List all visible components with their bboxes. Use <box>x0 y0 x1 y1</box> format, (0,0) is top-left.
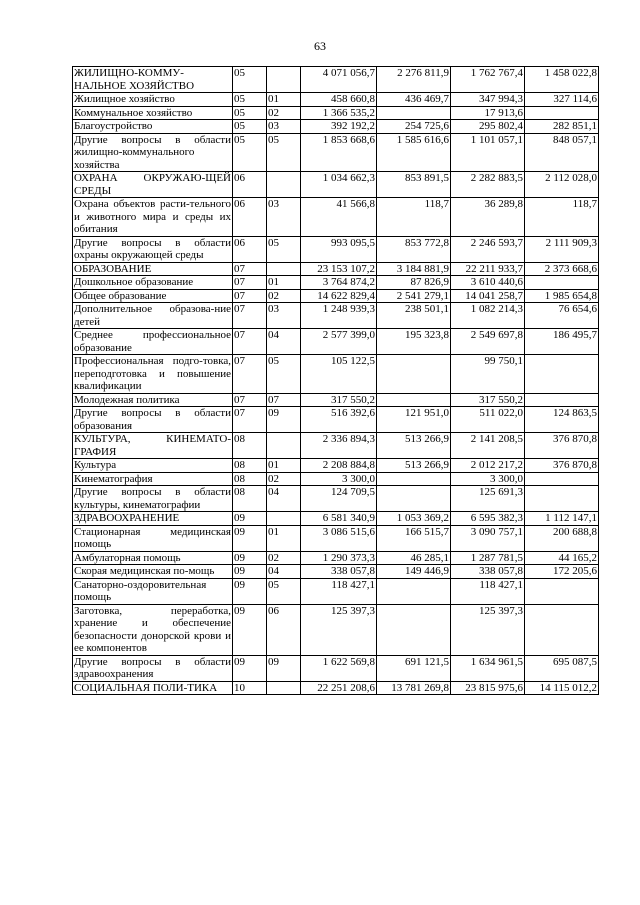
row-value-3: 2 282 883,5 <box>451 172 525 198</box>
row-value-4 <box>525 276 599 290</box>
row-section-code: 08 <box>233 459 267 473</box>
row-value-4: 282 851,1 <box>525 120 599 134</box>
row-value-2: 436 469,7 <box>377 93 451 107</box>
row-value-4: 1 985 654,8 <box>525 289 599 303</box>
row-value-3: 295 802,4 <box>451 120 525 134</box>
row-name: ОХРАНА ОКРУЖАЮ-ЩЕЙ СРЕДЫ <box>74 172 231 197</box>
row-value-4: 2 112 028,0 <box>525 172 599 198</box>
row-name: Общее образование <box>73 289 233 303</box>
row-name: Амбулаторная помощь <box>73 551 233 565</box>
row-name: Другие вопросы в области культуры, кинематографии <box>74 486 231 511</box>
table-row <box>73 172 599 198</box>
row-section-code: 05 <box>233 67 267 93</box>
table-row <box>73 198 599 237</box>
row-subsection-code: 03 <box>267 120 301 134</box>
row-value-1: 23 153 107,2 <box>301 262 377 276</box>
row-value-3: 1 634 961,5 <box>451 655 525 681</box>
row-value-1: 1 853 668,6 <box>301 133 377 172</box>
row-value-2: 853 891,5 <box>377 172 451 198</box>
row-name: КУЛЬТУРА, КИНЕМАТО-ГРАФИЯ <box>74 433 231 458</box>
row-name: Скорая медицинская по-мощь <box>73 565 233 579</box>
table-row <box>73 329 599 355</box>
row-section-code: 09 <box>233 604 267 655</box>
row-value-1: 317 550,2 <box>301 393 377 407</box>
table-row <box>73 551 599 565</box>
row-value-3: 2 246 593,7 <box>451 236 525 262</box>
row-value-1: 125 397,3 <box>301 604 377 655</box>
row-value-3: 338 057,8 <box>451 565 525 579</box>
row-value-4: 14 115 012,2 <box>525 681 599 695</box>
row-section-code: 06 <box>233 236 267 262</box>
row-subsection-code <box>267 681 301 695</box>
table-row <box>73 407 599 433</box>
row-section-code: 09 <box>233 525 267 551</box>
row-value-4 <box>525 472 599 486</box>
row-value-2: 2 541 279,1 <box>377 289 451 303</box>
row-value-2: 46 285,1 <box>377 551 451 565</box>
table-row <box>73 578 599 604</box>
table-row <box>73 604 599 655</box>
row-value-4: 118,7 <box>525 198 599 237</box>
row-value-4: 2 111 909,3 <box>525 236 599 262</box>
row-section-code: 07 <box>233 276 267 290</box>
row-subsection-code: 02 <box>267 289 301 303</box>
row-value-3: 6 595 382,3 <box>451 512 525 526</box>
row-value-3: 1 762 767,4 <box>451 67 525 93</box>
row-value-3: 1 082 214,3 <box>451 303 525 329</box>
row-value-1: 2 208 884,8 <box>301 459 377 473</box>
row-subsection-code: 09 <box>267 407 301 433</box>
table-row <box>73 133 599 172</box>
row-value-1: 1 366 535,2 <box>301 106 377 120</box>
table-row <box>73 681 599 695</box>
row-value-2: 513 266,9 <box>377 459 451 473</box>
row-value-3: 99 750,1 <box>451 355 525 394</box>
row-section-code: 10 <box>233 681 267 695</box>
row-name: Профессиональная подго-товка, переподготовка и повышение квалификации <box>74 355 231 392</box>
row-value-4: 76 654,6 <box>525 303 599 329</box>
row-section-code: 05 <box>233 133 267 172</box>
table-row <box>73 393 599 407</box>
row-subsection-code: 05 <box>267 236 301 262</box>
table-row <box>73 565 599 579</box>
table-row <box>73 236 599 262</box>
row-value-2: 853 772,8 <box>377 236 451 262</box>
row-subsection-code: 05 <box>267 355 301 394</box>
row-name: Санаторно-оздоровительная помощь <box>73 578 233 604</box>
row-value-2 <box>377 355 451 394</box>
row-value-1: 2 577 399,0 <box>301 329 377 355</box>
row-value-4 <box>525 604 599 655</box>
row-value-3: 23 815 975,6 <box>451 681 525 695</box>
row-value-1: 4 071 056,7 <box>301 67 377 93</box>
row-section-code: 06 <box>233 198 267 237</box>
row-section-code: 09 <box>233 565 267 579</box>
row-name: ЖИЛИЩНО-КОММУ-НАЛЬНОЕ ХОЗЯЙСТВО <box>73 67 233 93</box>
row-subsection-code: 04 <box>267 565 301 579</box>
row-value-4 <box>525 486 599 512</box>
row-value-2: 118,7 <box>377 198 451 237</box>
row-subsection-code: 01 <box>267 93 301 107</box>
row-value-3: 125 397,3 <box>451 604 525 655</box>
row-name: Дополнительное образова-ние детей <box>74 303 231 328</box>
row-subsection-code <box>267 512 301 526</box>
row-name: Среднее профессиональное образование <box>74 329 231 354</box>
row-subsection-code <box>267 172 301 198</box>
row-value-4: 186 495,7 <box>525 329 599 355</box>
row-section-code: 08 <box>233 472 267 486</box>
row-value-2: 691 121,5 <box>377 655 451 681</box>
row-value-4: 1 458 022,8 <box>525 67 599 93</box>
table-row <box>73 93 599 107</box>
row-section-code: 07 <box>233 393 267 407</box>
row-value-2: 3 184 881,9 <box>377 262 451 276</box>
row-value-2: 1 053 369,2 <box>377 512 451 526</box>
row-name: Дошкольное образование <box>73 276 233 290</box>
row-subsection-code: 04 <box>267 329 301 355</box>
row-value-4: 695 087,5 <box>525 655 599 681</box>
table-row <box>73 289 599 303</box>
table-row <box>73 276 599 290</box>
row-value-3: 2 141 208,5 <box>451 433 525 459</box>
table-row <box>73 655 599 681</box>
row-subsection-code: 09 <box>267 655 301 681</box>
row-value-1: 3 764 874,2 <box>301 276 377 290</box>
row-value-3: 347 994,3 <box>451 93 525 107</box>
row-value-2: 2 276 811,9 <box>377 67 451 93</box>
row-value-1: 3 300,0 <box>301 472 377 486</box>
row-subsection-code: 02 <box>267 106 301 120</box>
row-value-1: 1 248 939,3 <box>301 303 377 329</box>
row-name: Коммунальное хозяйство <box>73 106 233 120</box>
table-row <box>73 262 599 276</box>
row-subsection-code: 06 <box>267 604 301 655</box>
row-value-1: 516 392,6 <box>301 407 377 433</box>
row-value-3: 1 287 781,5 <box>451 551 525 565</box>
row-value-1: 338 057,8 <box>301 565 377 579</box>
row-subsection-code: 03 <box>267 303 301 329</box>
row-value-2 <box>377 393 451 407</box>
row-value-3: 511 022,0 <box>451 407 525 433</box>
row-name: Молодежная политика <box>73 393 233 407</box>
row-section-code: 07 <box>233 262 267 276</box>
row-value-3: 14 041 258,7 <box>451 289 525 303</box>
row-value-1: 3 086 515,6 <box>301 525 377 551</box>
row-value-1: 14 622 829,4 <box>301 289 377 303</box>
row-value-3: 125 691,3 <box>451 486 525 512</box>
row-value-3: 3 300,0 <box>451 472 525 486</box>
row-name: ЗДРАВООХРАНЕНИЕ <box>73 512 233 526</box>
row-value-4 <box>525 393 599 407</box>
row-subsection-code <box>267 67 301 93</box>
row-section-code: 06 <box>233 172 267 198</box>
row-value-1: 118 427,1 <box>301 578 377 604</box>
row-subsection-code <box>267 262 301 276</box>
row-value-1: 2 336 894,3 <box>301 433 377 459</box>
row-value-4 <box>525 578 599 604</box>
row-name: Стационарная медицинская помощь <box>74 525 231 550</box>
row-name: Культура <box>73 459 233 473</box>
row-value-1: 6 581 340,9 <box>301 512 377 526</box>
row-section-code: 07 <box>233 355 267 394</box>
row-value-4: 376 870,8 <box>525 433 599 459</box>
table-row <box>73 120 599 134</box>
row-value-1: 458 660,8 <box>301 93 377 107</box>
row-name: Другие вопросы в области образования <box>74 407 231 432</box>
row-subsection-code: 05 <box>267 133 301 172</box>
table-row <box>73 433 599 459</box>
row-value-1: 22 251 208,6 <box>301 681 377 695</box>
row-subsection-code: 03 <box>267 198 301 237</box>
row-name: Другие вопросы в области охраны окружающей среды <box>74 236 231 261</box>
row-value-2: 166 515,7 <box>377 525 451 551</box>
row-value-2: 149 446,9 <box>377 565 451 579</box>
row-subsection-code: 01 <box>267 525 301 551</box>
table-row <box>73 303 599 329</box>
row-value-3: 2 549 697,8 <box>451 329 525 355</box>
row-value-2 <box>377 106 451 120</box>
row-value-4: 327 114,6 <box>525 93 599 107</box>
row-value-2: 195 323,8 <box>377 329 451 355</box>
row-value-3: 17 913,6 <box>451 106 525 120</box>
row-value-1: 1 290 373,3 <box>301 551 377 565</box>
row-value-2: 13 781 269,8 <box>377 681 451 695</box>
row-value-2: 513 266,9 <box>377 433 451 459</box>
row-value-3: 317 550,2 <box>451 393 525 407</box>
row-name: Заготовка, переработка, хранение и обеспечение безопасности донорской крови и ее компонентов <box>74 604 231 654</box>
row-value-2: 254 725,6 <box>377 120 451 134</box>
row-value-3: 2 012 217,2 <box>451 459 525 473</box>
table-row <box>73 472 599 486</box>
row-value-2: 121 951,0 <box>377 407 451 433</box>
row-subsection-code: 05 <box>267 578 301 604</box>
row-value-1: 993 095,5 <box>301 236 377 262</box>
row-section-code: 07 <box>233 329 267 355</box>
table-row <box>73 486 599 512</box>
row-value-3: 1 101 057,1 <box>451 133 525 172</box>
row-value-4 <box>525 355 599 394</box>
row-section-code: 09 <box>233 578 267 604</box>
table-row <box>73 512 599 526</box>
table-row <box>73 67 599 93</box>
row-section-code: 09 <box>233 655 267 681</box>
table-row <box>73 459 599 473</box>
row-value-2 <box>377 472 451 486</box>
row-section-code: 05 <box>233 120 267 134</box>
row-name: Охрана объектов расти-тельного и животного мира и среды их обитания <box>74 198 231 235</box>
row-section-code: 07 <box>233 407 267 433</box>
row-name: Кинематография <box>73 472 233 486</box>
row-section-code: 07 <box>233 303 267 329</box>
row-value-4: 376 870,8 <box>525 459 599 473</box>
row-value-3: 36 289,8 <box>451 198 525 237</box>
row-section-code: 05 <box>233 93 267 107</box>
row-value-3: 118 427,1 <box>451 578 525 604</box>
row-value-1: 1 622 569,8 <box>301 655 377 681</box>
table-row <box>73 525 599 551</box>
row-value-1: 105 122,5 <box>301 355 377 394</box>
row-value-2: 87 826,9 <box>377 276 451 290</box>
row-value-4 <box>525 106 599 120</box>
table-row <box>73 355 599 394</box>
row-name: Жилищное хозяйство <box>73 93 233 107</box>
row-value-4: 2 373 668,6 <box>525 262 599 276</box>
row-value-4: 1 112 147,1 <box>525 512 599 526</box>
row-name: Другие вопросы в области здравоохранения <box>74 655 231 680</box>
row-value-2 <box>377 578 451 604</box>
row-name: СОЦИАЛЬНАЯ ПОЛИ-ТИКА <box>73 681 233 695</box>
row-section-code: 08 <box>233 433 267 459</box>
row-section-code: 09 <box>233 512 267 526</box>
row-name: ОБРАЗОВАНИЕ <box>73 262 233 276</box>
row-subsection-code: 01 <box>267 459 301 473</box>
row-subsection-code: 07 <box>267 393 301 407</box>
row-name: Другие вопросы в области жилищно-коммунального хозяйства <box>74 133 231 171</box>
row-value-1: 124 709,5 <box>301 486 377 512</box>
row-section-code: 05 <box>233 106 267 120</box>
row-value-2: 238 501,1 <box>377 303 451 329</box>
row-section-code: 09 <box>233 551 267 565</box>
table-row <box>73 106 599 120</box>
row-value-1: 41 566,8 <box>301 198 377 237</box>
row-value-3: 3 090 757,1 <box>451 525 525 551</box>
row-subsection-code: 02 <box>267 472 301 486</box>
row-section-code: 07 <box>233 289 267 303</box>
row-value-2 <box>377 486 451 512</box>
row-value-1: 392 192,2 <box>301 120 377 134</box>
row-value-3: 3 610 440,6 <box>451 276 525 290</box>
row-value-2 <box>377 604 451 655</box>
row-value-4: 200 688,8 <box>525 525 599 551</box>
row-value-1: 1 034 662,3 <box>301 172 377 198</box>
row-value-4: 124 863,5 <box>525 407 599 433</box>
budget-table <box>72 66 599 695</box>
row-subsection-code: 02 <box>267 551 301 565</box>
row-value-3: 22 211 933,7 <box>451 262 525 276</box>
row-subsection-code: 01 <box>267 276 301 290</box>
row-value-2: 1 585 616,6 <box>377 133 451 172</box>
row-subsection-code <box>267 433 301 459</box>
row-name: Благоустройство <box>73 120 233 134</box>
row-section-code: 08 <box>233 486 267 512</box>
row-subsection-code: 04 <box>267 486 301 512</box>
page-number: 63 <box>314 39 326 53</box>
row-value-4: 848 057,1 <box>525 133 599 172</box>
row-value-4: 44 165,2 <box>525 551 599 565</box>
row-value-4: 172 205,6 <box>525 565 599 579</box>
